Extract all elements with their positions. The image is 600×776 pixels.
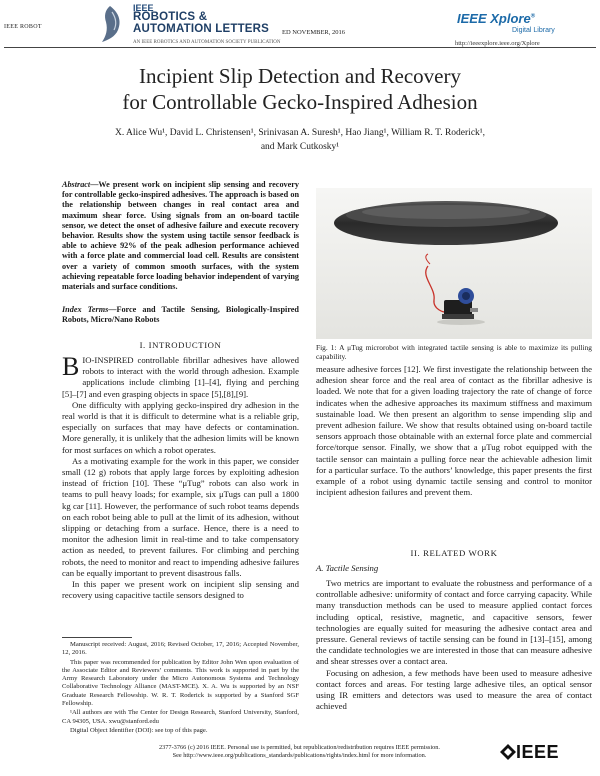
- abstract: [62, 180, 299, 292]
- intro-paragraph: One difficulty with applying gecko-inspired dry adhesion in the real world is that it is difficult to determine what is a reliable grip, especially on surfaces that may have defects or contamination. More generally, it is unlikely that the adhesion limits will be known for most surfaces on which a robot operates.: [62, 399, 299, 455]
- right-column-body: [316, 364, 592, 498]
- header-divider: [4, 47, 596, 48]
- footer-line1: 2377-3766 (c) 2016 IEEE. Personal use is permitted, but republication/redistribution requires IEEE permission.: [158, 744, 441, 751]
- journal-publisher: IEEE: [133, 3, 154, 13]
- journal-date: ED NOVEMBER, 2016: [282, 29, 346, 36]
- intro-paragraph: As a motivating example for the work in this paper, we consider small (12 g) robots that apply large forces by exploiting adhesion instead of friction [10]. These “μTug” robots can also work in teams to pull heavy loads; for example, six μTugs can pull a 1800 kg car [11]. However, the performance of such robot teams depends on each robot being able to pull at the limit of its adhesion, without slipping or detaching from a surface. Hence, there is a need to monitor the adhesion limit in real-time and to take compensatory action as needed, to prevent failures. For climbing and perching robots, the need to monitor and react to impending adhesive failures can be equally important to prevent disastrous falls.: [62, 455, 299, 578]
- paper-title-line1: Incipient Slip Detection and Recovery: [139, 64, 461, 88]
- related-work-body: [316, 578, 592, 712]
- section-heading-introduction: I. INTRODUCTION: [139, 340, 222, 350]
- footnote-divider: [62, 637, 132, 638]
- footer-line2: See http://www.ieee.org/publications_standards/publications/rights/index.html for more information.: [172, 752, 427, 759]
- index-terms-text: —Force and Tactile Sensing, Biologically-Inspired Robots, Micro/Nano Robots: [62, 305, 299, 325]
- journal-subtitle: AN IEEE ROBOTICS AND AUTOMATION SOCIETY PUBLICATION: [133, 40, 281, 45]
- journal-name-line2: AUTOMATION LETTERS: [133, 23, 270, 35]
- paragraph: Two metrics are important to evaluate the robustness and performance of a controllable adhesive: uniformity of contact and force carrying capacity. While many transduction methods can be used to measure applied contact forces including optical, resistive, magnetic, and capacitive sensors, fewer technologies are equally suited for measuring the adhesive contact area and pressure. General reviews of tactile sensing can be found in [13]–[15], among the candidate technologies we are interested in those that can measure adhesive and shear stresses over a contact area.: [316, 578, 592, 667]
- introduction-body: [62, 352, 299, 601]
- intro-paragraph: In this paper we present work on incipient slip sensing and recovery using capacitive tactile sensors designed to: [62, 579, 299, 601]
- paragraph: Focusing on adhesion, a few methods have been used to measure adhesive contact forces and areas. For testing large adhesive tiles, an optical sensor using IR emitters and detectors was used to measure the area of contact achieved: [316, 667, 592, 712]
- xplore-url-link[interactable]: http://ieeexplore.ieee.org/Xplore: [455, 40, 540, 47]
- paragraph: measure adhesive forces [12]. We first investigate the relationship between the adhesion shear force and the real area of contact as the fibrillar adhesive is loaded. We note that for a given loading trajectory the rate of change of force indicates when the adhesive approaches its maximum stiffness and maximum sustainable load. We then present an algorithm to sense impending slip and prevent adhesion failure. We show that results obtained using on-board tactile sensors approach those obtainable with an external force plate and commercial force/torque sensor. Finally, we show that a μTug robot equipped with the tactile sensor can maintain a pulling force near the achievable adhesion limit for a particular surface. To the authors’ knowledge, this paper presents the first example of a robot using dynamic tactile sensing and control to monitor incipient adhesion failures and prevent them.: [316, 364, 592, 498]
- drop-cap: B: [62, 352, 80, 381]
- figure-robot-photo: [316, 188, 592, 339]
- journal-logo-icon: [96, 4, 124, 44]
- intro-paragraph: IO-INSPIRED controllable fibrillar adhesives have allowed robots to interact with the world through adhesion. Example applications include climbing [1]–[4], flying and perching [5]–[7] and even grasping objects in space [5],[8],[9].: [62, 355, 299, 399]
- index-terms: [62, 305, 299, 325]
- subsection-heading-tactile-sensing: A. Tactile Sensing: [316, 563, 379, 573]
- footnote: This paper was recommended for publication by Editor John Wen upon evaluation of the Associate Editor and Reviewers’ comments. This work is supported in part by the Army Research Laboratory under the Micro Autonomous Systems and Technology Collaborative Technology Alliance (MAST-MCE). X. A. Wu is supported by an NSF Graduate Research Fellowship. W. R. T. Roderick is supported by a Stanford SGF Fellowship.: [62, 658, 299, 708]
- journal-name-line1: ROBOTICS &: [133, 11, 208, 23]
- ieee-diamond-icon: [500, 744, 516, 760]
- abstract-label: Abstract: [62, 180, 91, 189]
- figure-caption: Fig. 1: A μTug microrobot with integrated tactile sensing is able to maximize its pulling capability.: [316, 343, 592, 361]
- footnote: Digital Object Identifier (DOI): see top of this page.: [70, 726, 208, 734]
- section-heading-related-work: II. RELATED WORK: [410, 548, 498, 558]
- footnotes: [62, 641, 299, 736]
- paper-title-line2: for Controllable Gecko-Inspired Adhesion: [122, 90, 478, 114]
- journal-code: IEEE ROBOT: [4, 24, 42, 30]
- authors-line1: X. Alice Wu¹, David L. Christensen¹, Srinivasan A. Suresh¹, Hao Jiang¹, William R. T. Roderick¹,: [114, 128, 486, 138]
- copyright-footer: [62, 744, 537, 760]
- authors-line2: and Mark Cutkosky¹: [260, 142, 340, 152]
- xplore-subtitle: Digital Library: [512, 27, 555, 34]
- xplore-logo: IEEE Xplore®: [457, 11, 536, 26]
- ieee-logo: IEEE: [500, 742, 559, 763]
- footnote: Manuscript received: August, 2016; Revised October, 17, 2016; Accepted November, 12, 2016.: [62, 641, 299, 657]
- index-terms-label: Index Terms: [62, 305, 109, 314]
- abstract-text: —We present work on incipient slip sensing and recovery for controllable gecko-inspired adhesives. The approach is based on the relationship between changes in real contact area and maximum shear force. Using signals from an on-board tactile sensor, we detect the onset of adhesive failure and execute recovery behavior. Results show the system using tactile sensor feedback is able to achieve 92% of the peak adhesion performance achieved with a force plate and commercial load cell. Results are consistent over a variety of common smooth surfaces, with the system achieving repeatable force loading behavior independent of varying materials and surface conditions.: [62, 180, 299, 292]
- footnote: ¹All authors are with The Center for Design Research, Stanford University, Stanford, CA 94305, USA. xwu@stanford.edu: [62, 709, 299, 725]
